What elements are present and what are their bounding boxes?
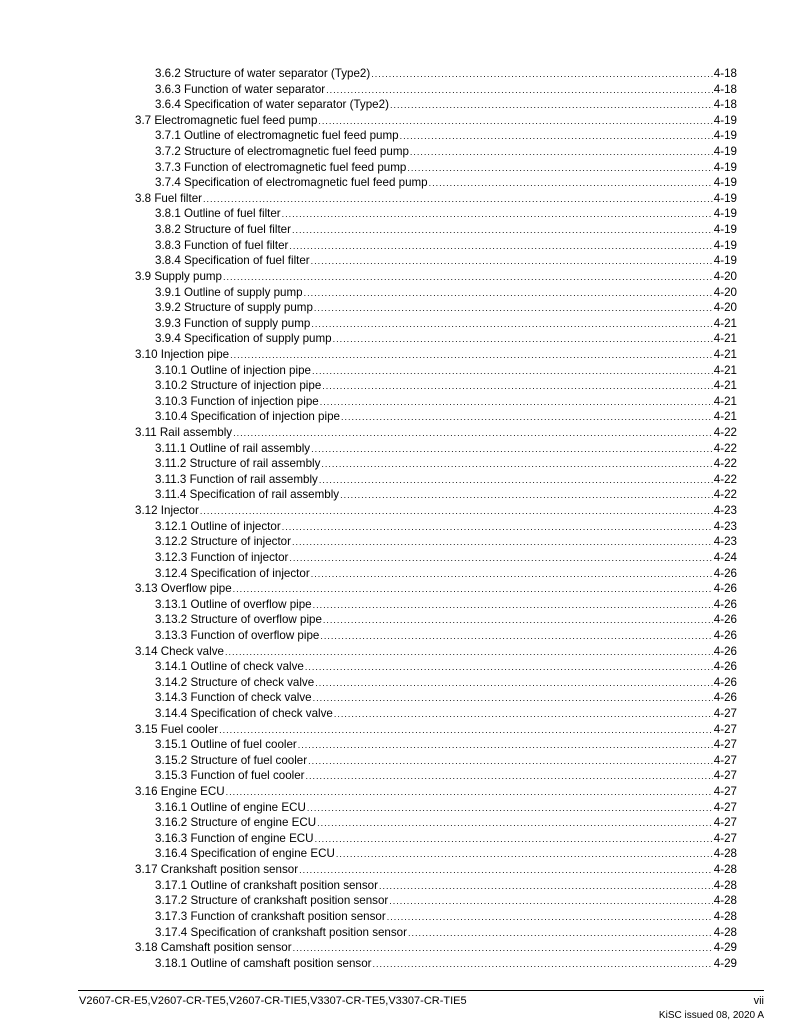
toc-entry-title: 3.9.1 Outline of supply pump bbox=[155, 285, 303, 299]
toc-dot-leader bbox=[313, 691, 713, 707]
toc-entry-title: 3.14.1 Outline of check valve bbox=[155, 660, 304, 674]
toc-entry-title: 3.12 Injector bbox=[135, 504, 199, 518]
toc-subsection-entry[interactable] bbox=[0, 893, 794, 909]
toc-dot-leader bbox=[203, 192, 713, 208]
toc-entry-title: 3.12.1 Outline of injector bbox=[155, 519, 281, 533]
toc-entry-page: 4-18 bbox=[713, 67, 737, 80]
toc-subsection-entry[interactable] bbox=[0, 612, 794, 628]
toc-entry-title: 3.11.2 Structure of rail assembly bbox=[155, 457, 321, 471]
toc-entry-page: 4-19 bbox=[713, 238, 737, 252]
toc-subsection-entry[interactable] bbox=[0, 706, 794, 722]
toc-dot-leader bbox=[317, 816, 713, 832]
toc-subsection-entry[interactable] bbox=[0, 66, 794, 82]
toc-dot-leader bbox=[292, 223, 713, 239]
toc-entry-page: 4-22 bbox=[713, 426, 737, 440]
toc-dot-leader bbox=[282, 520, 713, 536]
toc-dot-leader bbox=[315, 676, 713, 692]
toc-subsection-entry[interactable] bbox=[0, 846, 794, 862]
toc-dot-leader bbox=[311, 567, 713, 583]
toc-entry-title: 3.16.1 Outline of engine ECU bbox=[155, 800, 306, 814]
toc-entry-page: 4-26 bbox=[713, 675, 737, 689]
toc-entry-title: 3.7.3 Function of electromagnetic fuel feed pump bbox=[155, 160, 407, 174]
toc-dot-leader bbox=[298, 738, 713, 754]
toc-dot-leader bbox=[304, 286, 713, 302]
toc-entry-title: 3.17.1 Outline of crankshaft position sensor bbox=[155, 878, 378, 892]
toc-dot-leader bbox=[311, 317, 712, 333]
toc-subsection-entry[interactable] bbox=[0, 878, 794, 894]
toc-dot-leader bbox=[326, 83, 713, 99]
toc-subsection-entry[interactable] bbox=[0, 753, 794, 769]
toc-dot-leader bbox=[408, 926, 713, 942]
toc-entry-title: 3.11 Rail assembly bbox=[135, 426, 233, 440]
toc-subsection-entry[interactable] bbox=[0, 144, 794, 160]
toc-entry-page: 4-23 bbox=[713, 535, 737, 549]
toc-subsection-entry[interactable] bbox=[0, 409, 794, 425]
toc-dot-leader bbox=[219, 723, 713, 739]
toc-dot-leader bbox=[312, 364, 713, 380]
toc-entry-page: 4-20 bbox=[713, 285, 737, 299]
toc-dot-leader bbox=[293, 941, 713, 957]
toc-entry-title: 3.7.2 Structure of electromagnetic fuel feed pump bbox=[155, 145, 409, 159]
toc-entry-page: 4-19 bbox=[713, 176, 737, 190]
toc-dot-leader bbox=[233, 582, 713, 598]
toc-section-entry[interactable] bbox=[0, 722, 794, 738]
toc-entry-page: 4-26 bbox=[713, 644, 737, 658]
toc-subsection-entry[interactable] bbox=[0, 815, 794, 831]
toc-subsection-entry[interactable] bbox=[0, 175, 794, 191]
toc-entry-page: 4-28 bbox=[713, 909, 737, 923]
toc-subsection-entry[interactable] bbox=[0, 363, 794, 379]
toc-section-entry[interactable] bbox=[0, 644, 794, 660]
toc-entry-page: 4-26 bbox=[713, 613, 737, 627]
toc-dot-leader bbox=[308, 754, 713, 770]
toc-entry-page: 4-21 bbox=[713, 332, 737, 346]
toc-entry-title: 3.16 Engine ECU bbox=[135, 785, 225, 799]
toc-subsection-entry[interactable] bbox=[0, 378, 794, 394]
toc-entry-title: 3.8.4 Specification of fuel filter bbox=[155, 254, 310, 268]
toc-entry-title: 3.18 Camshaft position sensor bbox=[135, 941, 292, 955]
toc-dot-leader bbox=[390, 98, 713, 114]
toc-entry-page: 4-21 bbox=[713, 410, 737, 424]
toc-dot-leader bbox=[223, 270, 713, 286]
toc-entry-title: 3.6.4 Specification of water separator (Type2) bbox=[155, 98, 389, 112]
toc-entry-page: 4-22 bbox=[713, 441, 737, 455]
toc-entry-page: 4-22 bbox=[713, 472, 737, 486]
toc-subsection-entry[interactable] bbox=[0, 831, 794, 847]
toc-entry-page: 4-28 bbox=[713, 847, 737, 861]
toc-entry-title: 3.16.4 Specification of engine ECU bbox=[155, 847, 335, 861]
toc-entry-page: 4-27 bbox=[713, 769, 737, 783]
toc-subsection-entry[interactable] bbox=[0, 925, 794, 941]
toc-entry-page: 4-21 bbox=[713, 347, 737, 361]
toc-dot-leader bbox=[389, 894, 712, 910]
toc-entry-page: 4-22 bbox=[713, 488, 737, 502]
footer-models: V2607-CR-E5,V2607-CR-TE5,V2607-CR-TIE5,V3307-CR-TE5,V3307-CR-TIE5 bbox=[79, 995, 467, 1007]
toc-entry-title: 3.15.2 Structure of fuel cooler bbox=[155, 753, 308, 767]
toc-entry-title: 3.12.4 Specification of injector bbox=[155, 566, 310, 580]
toc-entry-page: 4-28 bbox=[713, 878, 737, 892]
toc-subsection-entry[interactable] bbox=[0, 519, 794, 535]
toc-dot-leader bbox=[299, 863, 713, 879]
toc-section-entry[interactable] bbox=[0, 581, 794, 597]
toc-entry-page: 4-26 bbox=[713, 691, 737, 705]
footer-page-number: vii bbox=[753, 995, 764, 1007]
toc-entry-page: 4-20 bbox=[713, 269, 737, 283]
toc-entry-title: 3.10.1 Outline of injection pipe bbox=[155, 363, 311, 377]
toc-entry-title: 3.7.4 Specification of electromagnetic fuel feed pump bbox=[155, 176, 428, 190]
toc-dot-leader bbox=[289, 551, 712, 567]
toc-entry-title: 3.9.3 Function of supply pump bbox=[155, 316, 311, 330]
toc-dot-leader bbox=[373, 957, 713, 973]
toc-entry-title: 3.14.4 Specification of check valve bbox=[155, 706, 333, 720]
toc-entry-page: 4-26 bbox=[713, 582, 737, 596]
toc-entry-title: 3.17.3 Function of crankshaft position sensor bbox=[155, 909, 386, 923]
toc-entry-title: 3.8.1 Outline of fuel filter bbox=[155, 207, 281, 221]
toc-entry-page: 4-21 bbox=[713, 394, 737, 408]
table-of-contents bbox=[0, 66, 794, 971]
toc-subsection-entry[interactable] bbox=[0, 82, 794, 98]
toc-dot-leader bbox=[321, 457, 712, 473]
toc-dot-leader bbox=[410, 145, 713, 161]
toc-dot-leader bbox=[282, 207, 713, 223]
toc-subsection-entry[interactable] bbox=[0, 222, 794, 238]
toc-subsection-entry[interactable] bbox=[0, 675, 794, 691]
toc-section-entry[interactable] bbox=[0, 113, 794, 129]
toc-subsection-entry[interactable] bbox=[0, 160, 794, 176]
toc-dot-leader bbox=[320, 629, 712, 645]
toc-dot-leader bbox=[311, 254, 713, 270]
toc-entry-page: 4-19 bbox=[713, 129, 737, 143]
toc-section-entry[interactable] bbox=[0, 940, 794, 956]
toc-entry-title: 3.12.3 Function of injector bbox=[155, 550, 289, 564]
toc-entry-page: 4-26 bbox=[713, 566, 737, 580]
toc-subsection-entry[interactable] bbox=[0, 206, 794, 222]
toc-entry-page: 4-20 bbox=[713, 301, 737, 315]
toc-entry-title: 3.9 Supply pump bbox=[135, 269, 223, 283]
toc-entry-page: 4-26 bbox=[713, 628, 737, 642]
toc-entry-title: 3.10.2 Structure of injection pipe bbox=[155, 379, 322, 393]
toc-entry-title: 3.14.2 Structure of check valve bbox=[155, 675, 315, 689]
toc-entry-title: 3.13.1 Outline of overflow pipe bbox=[155, 597, 312, 611]
toc-subsection-entry[interactable] bbox=[0, 768, 794, 784]
toc-subsection-entry[interactable] bbox=[0, 394, 794, 410]
toc-entry-title: 3.12.2 Structure of injector bbox=[155, 535, 291, 549]
toc-dot-leader bbox=[319, 473, 713, 489]
footer-issue: KiSC issued 08, 2020 A bbox=[658, 1010, 764, 1021]
toc-dot-leader bbox=[318, 114, 712, 130]
toc-entry-title: 3.9.2 Structure of supply pump bbox=[155, 301, 313, 315]
toc-subsection-entry[interactable] bbox=[0, 956, 794, 972]
toc-entry-title: 3.13 Overflow pipe bbox=[135, 582, 232, 596]
toc-dot-leader bbox=[371, 67, 713, 83]
toc-entry-title: 3.15.1 Outline of fuel cooler bbox=[155, 738, 297, 752]
toc-entry-page: 4-29 bbox=[713, 956, 737, 970]
toc-subsection-entry[interactable] bbox=[0, 800, 794, 816]
toc-entry-page: 4-19 bbox=[713, 160, 737, 174]
toc-subsection-entry[interactable] bbox=[0, 456, 794, 472]
toc-entry-page: 4-18 bbox=[713, 82, 737, 96]
toc-dot-leader bbox=[323, 613, 713, 629]
toc-entry-title: 3.13.3 Function of overflow pipe bbox=[155, 628, 320, 642]
toc-dot-leader bbox=[307, 801, 713, 817]
toc-entry-title: 3.6.2 Structure of water separator (Type2) bbox=[155, 67, 371, 80]
toc-entry-page: 4-28 bbox=[713, 894, 737, 908]
footer-divider bbox=[78, 990, 764, 991]
toc-entry-title: 3.10.3 Function of injection pipe bbox=[155, 394, 319, 408]
toc-dot-leader bbox=[387, 910, 713, 926]
toc-dot-leader bbox=[429, 176, 713, 192]
toc-dot-leader bbox=[315, 832, 713, 848]
toc-subsection-entry[interactable] bbox=[0, 628, 794, 644]
toc-entry-page: 4-26 bbox=[713, 597, 737, 611]
toc-entry-title: 3.8 Fuel filter bbox=[135, 191, 203, 205]
toc-entry-page: 4-19 bbox=[713, 223, 737, 237]
toc-dot-leader bbox=[306, 769, 713, 785]
toc-entry-title: 3.11.1 Outline of rail assembly bbox=[155, 441, 311, 455]
toc-section-entry[interactable] bbox=[0, 503, 794, 519]
toc-entry-title: 3.13.2 Structure of overflow pipe bbox=[155, 613, 322, 627]
toc-entry-page: 4-28 bbox=[713, 925, 737, 939]
toc-entry-title: 3.10 Injection pipe bbox=[135, 347, 230, 361]
toc-entry-page: 4-18 bbox=[713, 98, 737, 112]
toc-subsection-entry[interactable] bbox=[0, 550, 794, 566]
toc-subsection-entry[interactable] bbox=[0, 285, 794, 301]
toc-entry-page: 4-19 bbox=[713, 254, 737, 268]
toc-dot-leader bbox=[334, 707, 713, 723]
toc-entry-page: 4-27 bbox=[713, 816, 737, 830]
toc-subsection-entry[interactable] bbox=[0, 597, 794, 613]
toc-dot-leader bbox=[313, 598, 713, 614]
toc-dot-leader bbox=[292, 535, 713, 551]
toc-entry-title: 3.16.3 Function of engine ECU bbox=[155, 831, 314, 845]
toc-subsection-entry[interactable] bbox=[0, 331, 794, 347]
toc-entry-title: 3.17.2 Structure of crankshaft position sensor bbox=[155, 894, 389, 908]
toc-dot-leader bbox=[400, 129, 713, 145]
toc-dot-leader bbox=[320, 395, 713, 411]
toc-subsection-entry[interactable] bbox=[0, 128, 794, 144]
toc-entry-page: 4-24 bbox=[713, 550, 737, 564]
toc-entry-title: 3.14.3 Function of check valve bbox=[155, 691, 312, 705]
toc-subsection-entry[interactable] bbox=[0, 472, 794, 488]
toc-entry-title: 3.6.3 Function of water separator bbox=[155, 82, 326, 96]
toc-entry-title: 3.9.4 Specification of supply pump bbox=[155, 332, 332, 346]
toc-entry-page: 4-27 bbox=[713, 800, 737, 814]
toc-entry-title: 3.14 Check valve bbox=[135, 644, 224, 658]
toc-section-entry[interactable] bbox=[0, 269, 794, 285]
toc-entry-title: 3.17.4 Specification of crankshaft position sensor bbox=[155, 925, 407, 939]
toc-subsection-entry[interactable] bbox=[0, 300, 794, 316]
toc-section-entry[interactable] bbox=[0, 347, 794, 363]
toc-dot-leader bbox=[200, 504, 713, 520]
toc-entry-page: 4-19 bbox=[713, 191, 737, 205]
toc-entry-page: 4-21 bbox=[713, 379, 737, 393]
toc-entry-page: 4-19 bbox=[713, 145, 737, 159]
toc-subsection-entry[interactable] bbox=[0, 737, 794, 753]
toc-dot-leader bbox=[340, 488, 713, 504]
toc-dot-leader bbox=[341, 410, 713, 426]
toc-entry-page: 4-19 bbox=[713, 113, 737, 127]
toc-entry-title: 3.8.3 Function of fuel filter bbox=[155, 238, 289, 252]
toc-entry-title: 3.16.2 Structure of engine ECU bbox=[155, 816, 317, 830]
toc-entry-page: 4-27 bbox=[713, 785, 737, 799]
toc-entry-title: 3.18.1 Outline of camshaft position sensor bbox=[155, 956, 372, 970]
toc-subsection-entry[interactable] bbox=[0, 909, 794, 925]
toc-entry-title: 3.15 Fuel cooler bbox=[135, 722, 219, 736]
toc-entry-page: 4-27 bbox=[713, 706, 737, 720]
toc-entry-title: 3.8.2 Structure of fuel filter bbox=[155, 223, 291, 237]
toc-dot-leader bbox=[233, 426, 713, 442]
toc-dot-leader bbox=[322, 379, 713, 395]
toc-dot-leader bbox=[336, 847, 713, 863]
toc-entry-page: 4-22 bbox=[713, 457, 737, 471]
toc-dot-leader bbox=[305, 660, 713, 676]
toc-entry-title: 3.7.1 Outline of electromagnetic fuel feed pump bbox=[155, 129, 399, 143]
toc-subsection-entry[interactable] bbox=[0, 534, 794, 550]
toc-subsection-entry[interactable] bbox=[0, 659, 794, 675]
toc-entry-title: 3.17 Crankshaft position sensor bbox=[135, 863, 299, 877]
toc-entry-title: 3.11.3 Function of rail assembly bbox=[155, 472, 318, 486]
toc-entry-title: 3.11.4 Specification of rail assembly bbox=[155, 488, 340, 502]
toc-entry-page: 4-27 bbox=[713, 738, 737, 752]
toc-entry-title: 3.7 Electromagnetic fuel feed pump bbox=[135, 113, 318, 127]
toc-subsection-entry[interactable] bbox=[0, 97, 794, 113]
toc-section-entry[interactable] bbox=[0, 784, 794, 800]
toc-entry-page: 4-19 bbox=[713, 207, 737, 221]
toc-section-entry[interactable] bbox=[0, 862, 794, 878]
toc-entry-page: 4-29 bbox=[713, 941, 737, 955]
toc-entry-title: 3.10.4 Specification of injection pipe bbox=[155, 410, 340, 424]
toc-dot-leader bbox=[379, 879, 713, 895]
toc-dot-leader bbox=[407, 161, 712, 177]
toc-entry-page: 4-27 bbox=[713, 831, 737, 845]
toc-entry-page: 4-27 bbox=[713, 722, 737, 736]
toc-subsection-entry[interactable] bbox=[0, 441, 794, 457]
toc-entry-page: 4-21 bbox=[713, 363, 737, 377]
toc-entry-page: 4-21 bbox=[713, 316, 737, 330]
toc-dot-leader bbox=[226, 785, 713, 801]
toc-dot-leader bbox=[311, 442, 713, 458]
toc-entry-page: 4-27 bbox=[713, 753, 737, 767]
toc-entry-title: 3.15.3 Function of fuel cooler bbox=[155, 769, 305, 783]
toc-subsection-entry[interactable] bbox=[0, 566, 794, 582]
toc-entry-page: 4-28 bbox=[713, 863, 737, 877]
toc-entry-page: 4-23 bbox=[713, 519, 737, 533]
toc-section-entry[interactable] bbox=[0, 191, 794, 207]
toc-subsection-entry[interactable] bbox=[0, 690, 794, 706]
toc-subsection-entry[interactable] bbox=[0, 487, 794, 503]
toc-dot-leader bbox=[314, 301, 713, 317]
toc-dot-leader bbox=[289, 239, 712, 255]
toc-dot-leader bbox=[225, 645, 713, 661]
toc-subsection-entry[interactable] bbox=[0, 253, 794, 269]
toc-dot-leader bbox=[230, 348, 713, 364]
toc-subsection-entry[interactable] bbox=[0, 316, 794, 332]
toc-entry-page: 4-23 bbox=[713, 504, 737, 518]
toc-dot-leader bbox=[333, 332, 713, 348]
toc-entry-page: 4-26 bbox=[713, 660, 737, 674]
toc-subsection-entry[interactable] bbox=[0, 238, 794, 254]
toc-section-entry[interactable] bbox=[0, 425, 794, 441]
